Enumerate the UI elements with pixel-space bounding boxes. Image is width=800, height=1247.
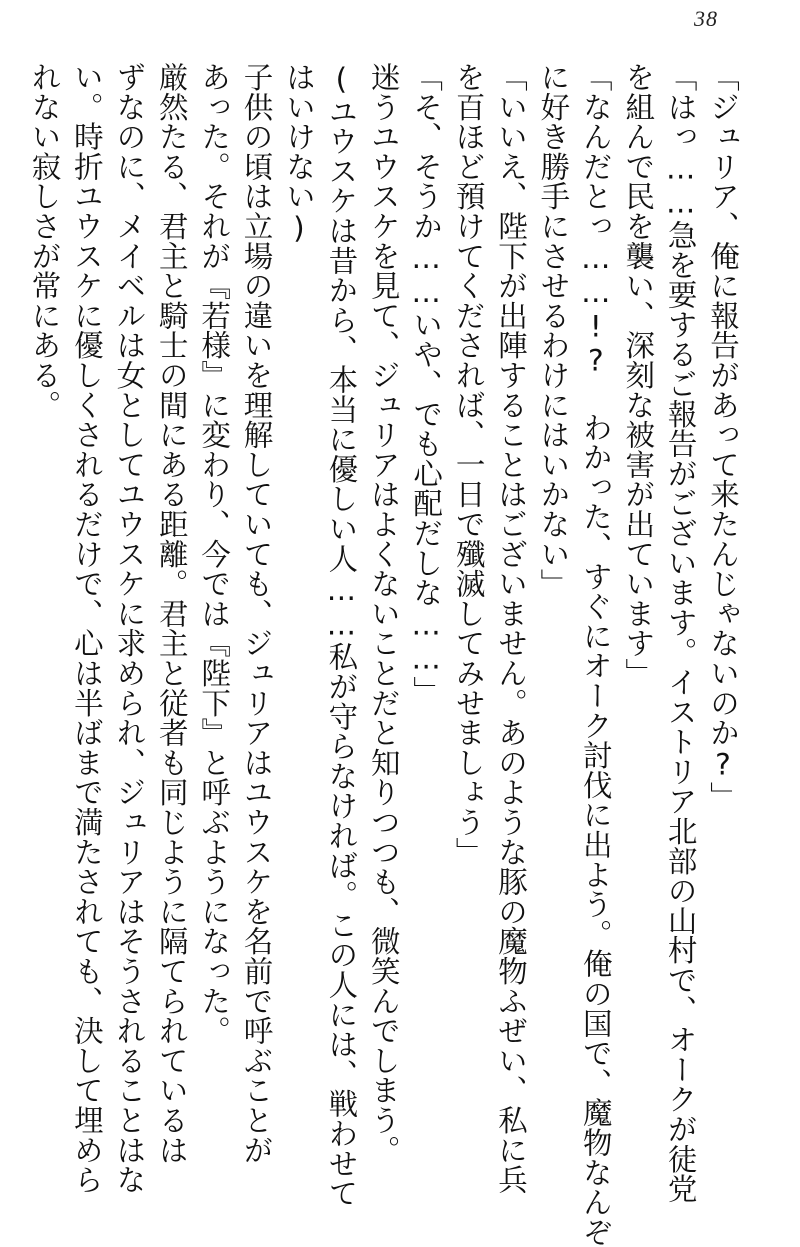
text-line: 迷うユウスケを見て、ジュリアはよくないことだと知りつつも、微笑んでしまう。 — [366, 62, 401, 1165]
text-line: 「ジュリア、俺に報告があって来たんじゃないのか?」 — [706, 62, 740, 812]
text-line: 「いいえ、陛下が出陣することはございません。あのような豚の魔物ふぜい、私に兵 — [493, 62, 528, 1195]
text-line: 厳然たる、君主と騎士の間にある距離。君主と従者も同じように隔てられているは — [154, 62, 189, 1165]
text-line: を百ほど預けてくだされば、一日で殲滅してみせましょう」 — [451, 62, 486, 867]
text-line: れない寂しさが常にある。 — [27, 62, 62, 420]
text-line: 「はっ……急を要するご報告がございます。イストリア北部の山村で、オークが徒党 — [663, 62, 698, 1204]
text-line: に好き勝手にさせるわけにはいかない」 — [536, 62, 571, 599]
text-line: を組んで民を襲い、深刻な被害が出ています」 — [621, 62, 656, 688]
text-line: 「なんだとっ……!? わかった、すぐにオーク討伐に出よう。俺の国で、魔物なんぞ — [578, 62, 613, 1247]
text-line: 「そ、そうか……いや、でも心配だしな……」 — [409, 62, 444, 706]
text-line: い。時折ユウスケに優しくされるだけで、心は半ばまで満たされても、決して埋めら — [69, 62, 104, 1195]
text-line: はいけない) — [281, 62, 316, 246]
text-line: ずなのに、メイベルは女としてユウスケに求められ、ジュリアはそうされることはな — [112, 62, 147, 1195]
text-line: あった。それが『若様』に変わり、今では『陛下』と呼ぶようになった。 — [197, 62, 232, 1046]
page-number: 38 — [694, 6, 718, 31]
vertical-text-block — [27, 62, 744, 1247]
text-line: (ユウスケは昔から、本当に優しい人……私が守らなければ。この人には、戦わせて — [324, 62, 359, 1208]
text-line: 子供の頃は立場の違いを理解していても、ジュリアはユウスケを名前で呼ぶことが — [239, 62, 274, 1165]
